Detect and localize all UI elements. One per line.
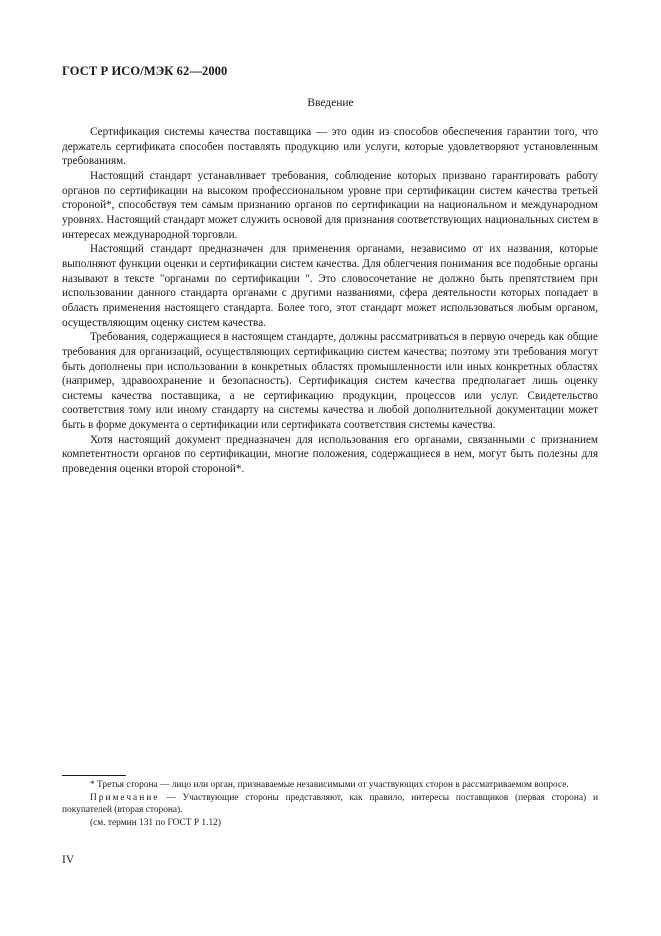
paragraph: Настоящий стандарт устанавливает требования, соблюдение которых призвано гарантировать работу органов по сертификации на высоком профессиональном уровне при сертификации систем качества третьей стороной*, способствуя тем самым признанию органов по сертификации на национальном и международном уровнях. Настоящий стандарт может служить основой для признания соответствующих национальных систем в интересах международной торговли. [62,169,598,241]
paragraph: Хотя настоящий документ предназначен для использования его органами, связанными с признанием компетентности органов по сертификации, многие положения, содержащиеся в нем, могут быть полезны для проведения оценки второй стороной*. [62,433,598,476]
note-text: — Участвующие стороны представляют, как правило, интересы поставщиков (первая сторона) и покупателей (вторая сторона). [62,792,598,816]
footnote-note [62,792,598,817]
footnotes [62,779,598,829]
paragraph: Сертификация системы качества поставщика — это один из способов обеспечения гарантии того, что держатель сертификата способен поставлять продукцию или услуги, которые удовлетворяют установленным требованиям. [62,126,598,168]
footnote-definition: * Третья сторона — лицо или орган, признаваемые независимыми от участвующих сторон в рассматриваемом вопросе. [90,780,569,790]
document-header: ГОСТ Р ИСО/МЭК 62—2000 [62,64,228,78]
footnote-divider [62,775,126,776]
body-text [62,125,598,477]
paragraph: Настоящий стандарт предназначен для применения органами, независимо от их названия, которые выполняют функции оценки и сертификации систем качества. Для облегчения понимания все подобные органы называют в тексте "органами по сертификации ". Это словосочетание не должно быть препятствием при использовании данного стандарта органами с другими названиями, сфера деятельности которых попадает в область применения настоящего стандарта. Более того, этот стандарт может использоваться любым органом, осуществляющим оценку систем качества. [62,243,598,329]
paragraph: Требования, содержащиеся в настоящем стандарте, должны рассматриваться в первую очередь как общие требования для организаций, осуществляющих сертификацию систем качества; поэтому эти требования могут быть дополнены при использовании в конкретных областях промышленности или иных конкретных областях (например, здравоохранение и безопасность). Сертификация систем качества предполагает лишь оценку системы качества поставщика, а не сертификацию продукции, процессов или услуг. Свидетельство соответствия тому или иному стандарту на системы качества и любой дополнительной документации может быть в форме документа о сертификации или сертификата соответствия системы качества. [62,331,598,432]
section-title: Введение [307,97,354,109]
footnote-reference: (см. термин 131 по ГОСТ Р 1.12) [90,817,221,828]
page-number: IV [62,854,75,866]
note-label: Примечание [90,792,160,803]
